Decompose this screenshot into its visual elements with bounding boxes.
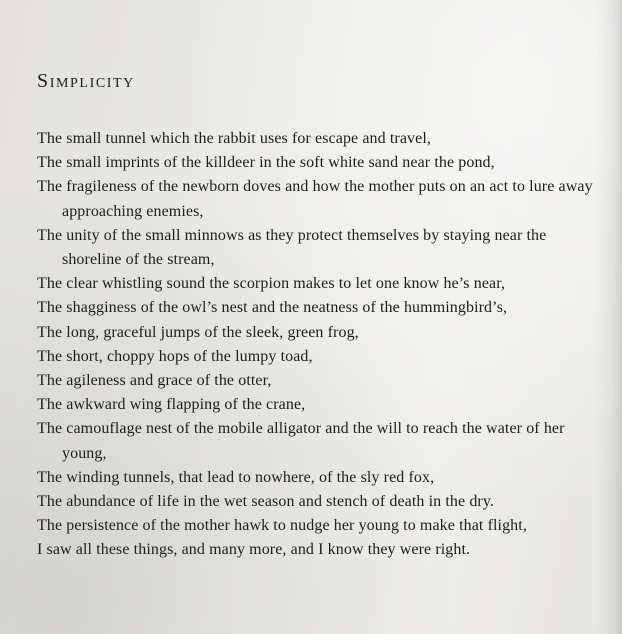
poem-line: The agileness and grace of the otter,	[37, 372, 272, 390]
poem-line: I saw all these things, and many more, and I know they were right.	[37, 541, 471, 559]
poem-line: The persistence of the mother hawk to nudge her young to make that flight,	[37, 517, 527, 535]
poem-line: The short, choppy hops of the lumpy toad,	[37, 347, 313, 365]
poem-line: The unity of the small minnows as they protect themselves by staying near the shoreline of the stream,	[37, 226, 547, 269]
poem-line: The abundance of life in the wet season and stench of death in the dry.	[37, 493, 495, 511]
poem-line: The small imprints of the killdeer in the soft white sand near the pond,	[37, 154, 495, 172]
poem-line: The camouflage nest of the mobile alligator and the will to reach the water of her young,	[37, 420, 565, 462]
poem-line: The shagginess of the owl’s nest and the neatness of the hummingbird’s,	[37, 299, 508, 317]
poem-line: The awkward wing flapping of the crane,	[37, 396, 306, 414]
poem	[37, 68, 607, 563]
poem-title: Simplicity	[37, 70, 135, 92]
poem-line: The long, graceful jumps of the sleek, green frog,	[37, 323, 359, 341]
poem-line: The small tunnel which the rabbit uses for escape and travel,	[37, 130, 431, 147]
poem-line: The clear whistling sound the scorpion makes to let one know he’s near,	[37, 275, 506, 293]
poem-line: The winding tunnels, that lead to nowhere, of the sly red fox,	[37, 468, 435, 486]
poem-line: The fragileness of the newborn doves and how the mother puts on an act to lure away approaching enemies,	[37, 178, 593, 220]
poem-lines	[37, 127, 607, 563]
